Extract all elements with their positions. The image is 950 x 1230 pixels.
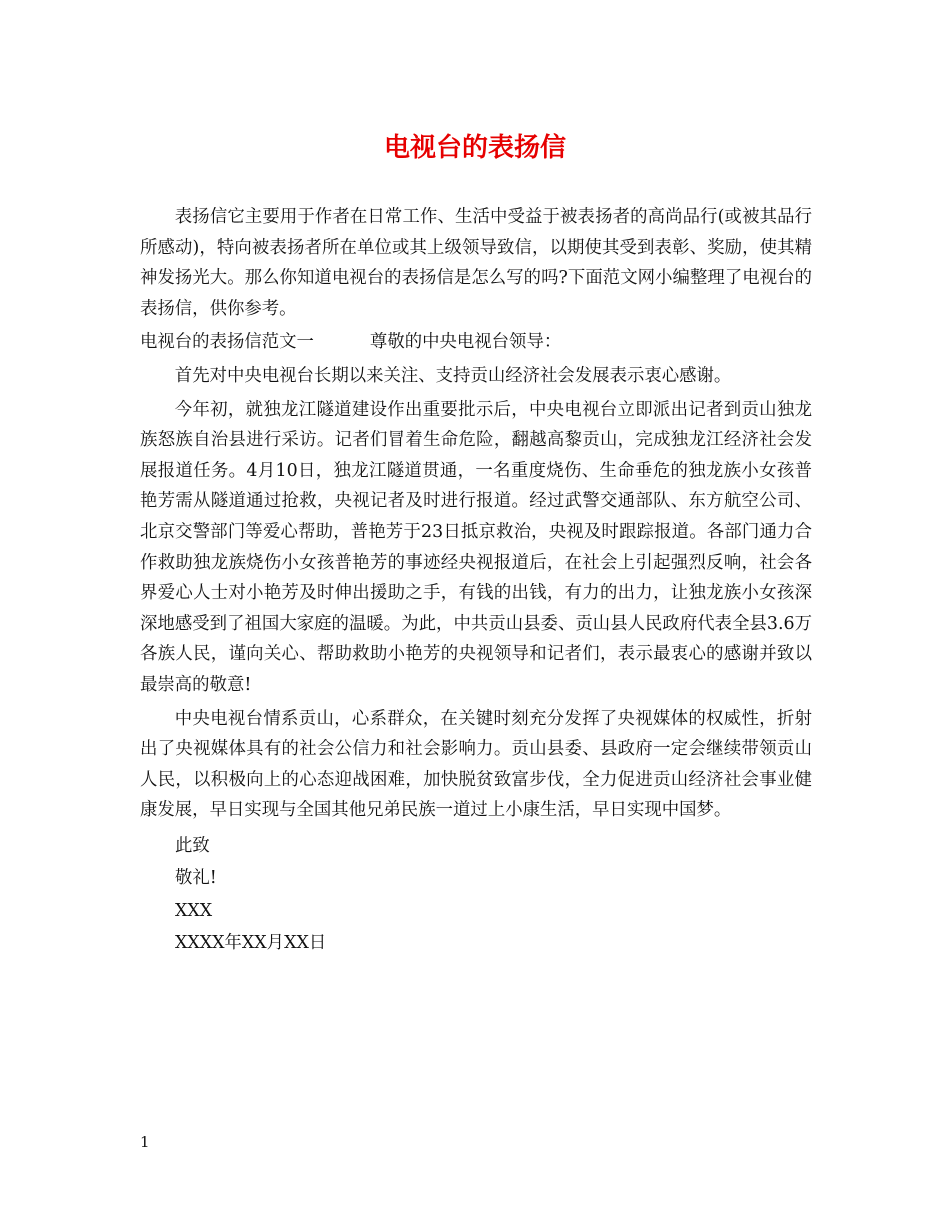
sample-label: 电视台的表扬信范文一 bbox=[140, 332, 314, 353]
document-body bbox=[140, 202, 812, 960]
closing-line: 此致 bbox=[175, 835, 210, 856]
regards-line: 敬礼! bbox=[175, 868, 217, 889]
salutation: 尊敬的中央电视台领导： bbox=[369, 332, 562, 353]
body-paragraph-2: 今年初，就独龙江隧道建设作出重要批示后，中央电视台立即派出记者到贡山独龙族怒族自治县进行采访。记者们冒着生命危险，翻越高黎贡山，完成独龙江经济社会发展报道任务。4月10日，独龙江隧道贯通，一名重度烧伤、生命垂危的独龙族小女孩普艳芳需从隧道通过抢救，央视记者及时进行报道。经过武警交通部队、东方航空公司、北京交警部门等爱心帮助，普艳芳于23日抵京救治，央视及时跟踪报道。各部门通力合作救助独龙族烧伤小女孩普艳芳的事迹经央视报道后，在社会上引起强烈反响，社会各界爱心人士对小艳芳及时伸出援助之手，有钱的出钱，有力的出力，让独龙族小女孩深深地感受到了祖国大家庭的温暖。为此，中共贡山县委、贡山县人民政府代表全县3.6万各族人民，谨向关心、帮助救助小艳芳的央视领导和记者们，表示最衷心的感谢并致以最崇高的敬意! bbox=[140, 399, 812, 695]
date-line: XXXX年XX月XX日 bbox=[175, 933, 327, 954]
intro-paragraph: 表扬信它主要用于作者在日常工作、生活中受益于被表扬者的高尚品行(或被其品行所感动)，特向被表扬者所在单位或其上级领导致信，以期使其受到表彰、奖励，使其精神发扬光大。那么你知道电视台的表扬信是怎么写的吗?下面范文网小编整理了电视台的表扬信，供你参考。 bbox=[140, 207, 812, 319]
page-number: 1 bbox=[140, 1133, 150, 1151]
document-title: 电视台的表扬信 bbox=[383, 133, 566, 163]
body-paragraph-1: 首先对中央电视台长期以来关注、支持贡山经济社会发展表示衷心感谢。 bbox=[174, 365, 732, 386]
signature-line: XXX bbox=[175, 900, 213, 921]
body-paragraph-3: 中央电视台情系贡山，心系群众，在关键时刻充分发挥了央视媒体的权威性，折射出了央视媒体具有的社会公信力和社会影响力。贡山县委、县政府一定会继续带领贡山人民，以积极向上的心态迎战困难，加快脱贫致富步伐，全力促进贡山经济社会事业健康发展，早日实现与全国其他兄弟民族一道过上小康生活，早日实现中国梦。 bbox=[140, 708, 812, 821]
sample-heading-line bbox=[140, 327, 812, 358]
